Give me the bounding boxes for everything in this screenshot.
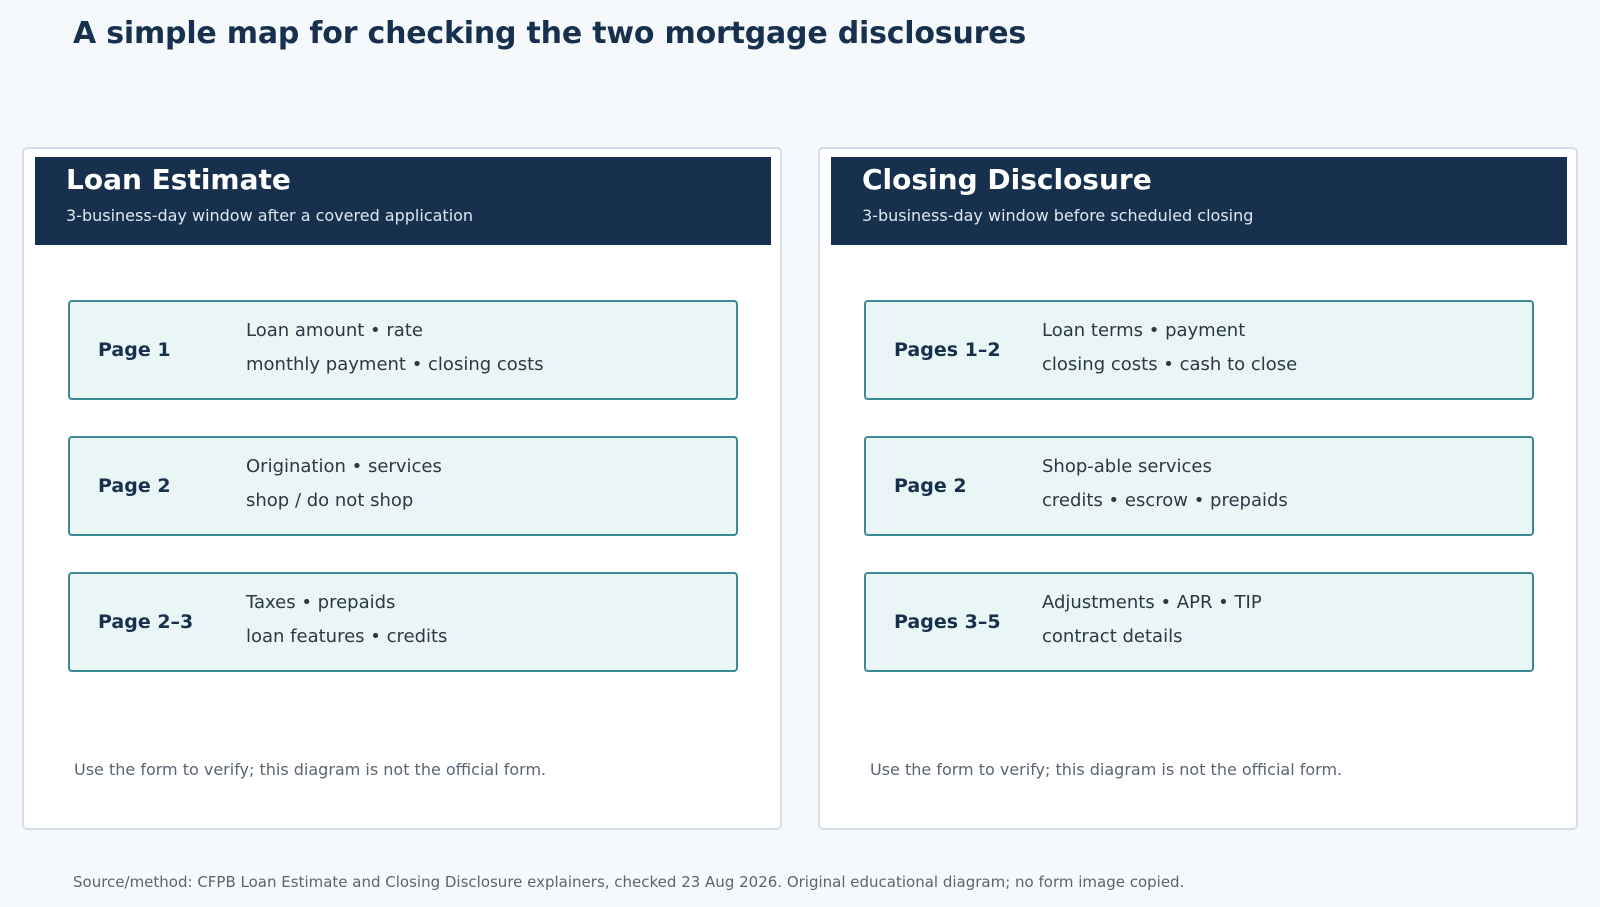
row-content <box>1042 314 1297 382</box>
panel-note: Use the form to verify; this diagram is not the official form. <box>870 760 1343 779</box>
row-content <box>246 450 442 518</box>
row-content <box>1042 450 1288 518</box>
row-line: shop / do not shop <box>246 490 414 511</box>
row-line: monthly payment • closing costs <box>246 354 544 375</box>
page-label: Page 1 <box>98 339 171 361</box>
row-content <box>246 586 447 654</box>
panel-header <box>35 157 771 245</box>
page-label: Page 2–3 <box>98 611 194 633</box>
page-label: Page 2 <box>894 475 967 497</box>
row-line: Taxes • prepaids <box>246 592 396 613</box>
row-line: closing costs • cash to close <box>1042 354 1298 375</box>
page-label: Pages 1–2 <box>894 339 1001 361</box>
panel-subtitle: 3-business-day window after a covered application <box>66 206 474 225</box>
page-row <box>68 572 738 672</box>
row-line: Origination • services <box>246 456 442 477</box>
row-line: loan features • credits <box>246 626 448 647</box>
row-line: credits • escrow • prepaids <box>1042 490 1288 511</box>
row-line: Adjustments • APR • TIP <box>1042 592 1262 613</box>
row-line: Shop-able services <box>1042 456 1212 477</box>
page-row <box>68 300 738 400</box>
row-content <box>1042 586 1262 654</box>
page-label: Pages 3–5 <box>894 611 1001 633</box>
panel-subtitle: 3-business-day window before scheduled closing <box>862 206 1254 225</box>
panel-header <box>831 157 1567 245</box>
page-title: A simple map for checking the two mortgage disclosures <box>73 16 1027 51</box>
source-footnote: Source/method: CFPB Loan Estimate and Closing Disclosure explainers, checked 23 Aug 2026. Original educational diagram; no form image copied. <box>73 873 1185 891</box>
page-row <box>68 436 738 536</box>
row-content <box>246 314 544 382</box>
panel-title: Closing Disclosure <box>862 163 1152 196</box>
row-line: Loan terms • payment <box>1042 320 1246 341</box>
page-row <box>864 436 1534 536</box>
row-line: Loan amount • rate <box>246 320 423 341</box>
page-row <box>864 572 1534 672</box>
row-line: contract details <box>1042 626 1183 647</box>
panel-note: Use the form to verify; this diagram is not the official form. <box>74 760 547 779</box>
panel-title: Loan Estimate <box>66 163 291 196</box>
page-row <box>864 300 1534 400</box>
loan-estimate-panel <box>22 147 782 830</box>
page-label: Page 2 <box>98 475 171 497</box>
closing-disclosure-panel <box>818 147 1578 830</box>
